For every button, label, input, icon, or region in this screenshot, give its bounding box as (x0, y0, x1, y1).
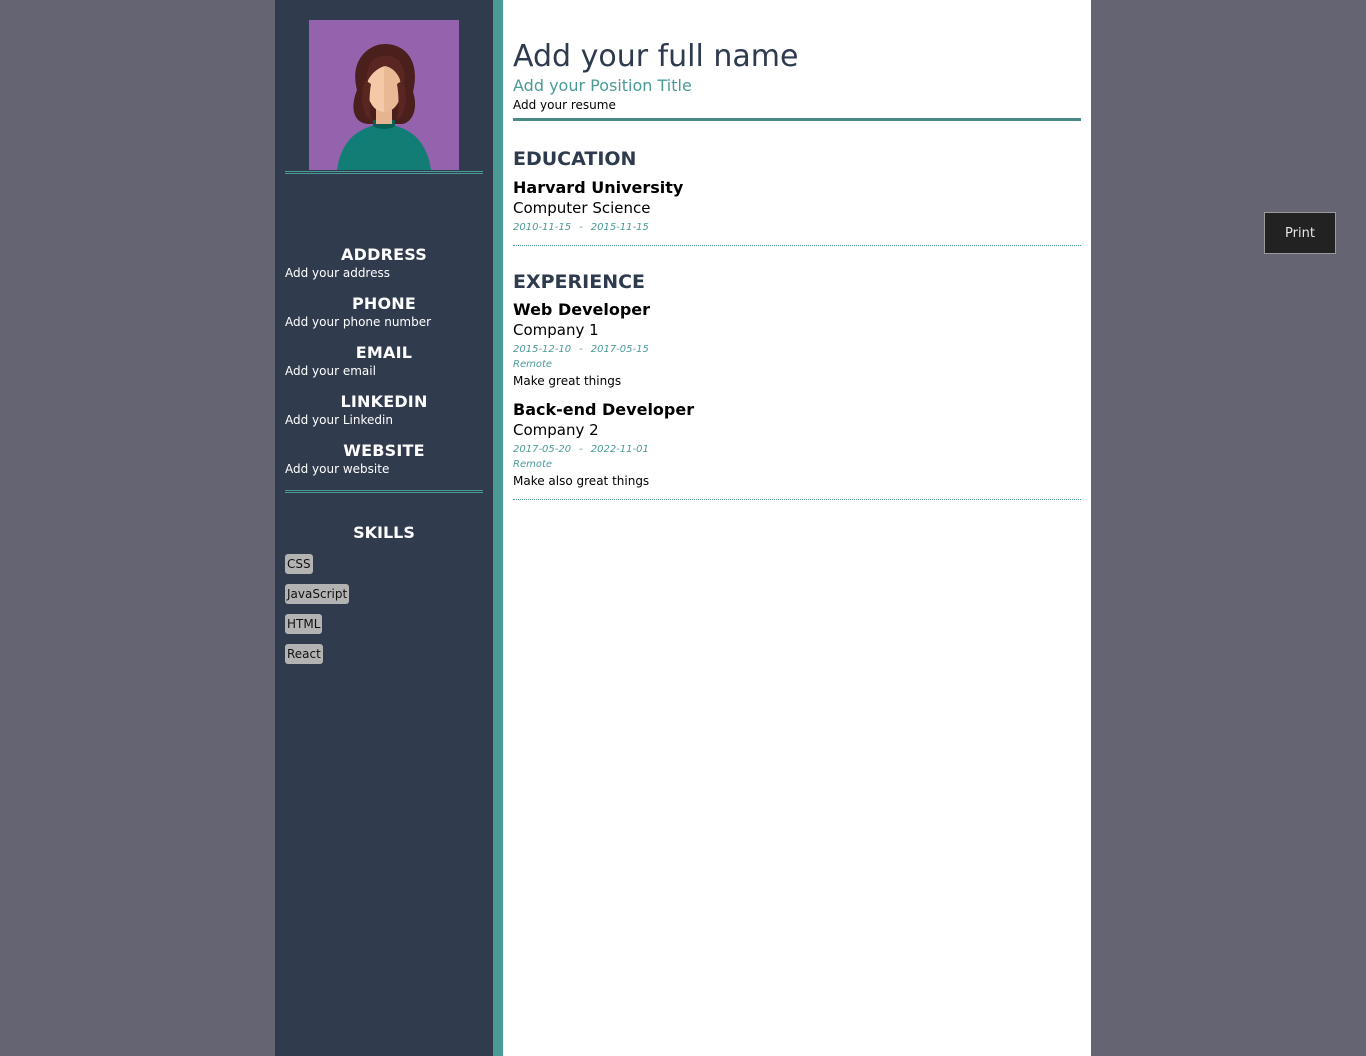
experience-dates (513, 442, 1081, 458)
job-location: Remote (513, 459, 553, 470)
address-value[interactable]: Add your address (285, 266, 390, 280)
experience-entry (513, 300, 1081, 389)
accent-stripe (493, 0, 503, 1056)
job-description[interactable]: Make great things (513, 374, 622, 388)
contact-phone (285, 295, 483, 331)
education-dates (513, 220, 1081, 236)
date-separator: - (579, 222, 583, 233)
contact-linkedin (285, 393, 483, 429)
contact-email (285, 344, 483, 380)
job-location: Remote (513, 359, 553, 370)
contact-website (285, 442, 483, 478)
start-date: 2015-12-10 (513, 344, 572, 355)
end-date: 2015-11-15 (590, 222, 649, 233)
skill-tag[interactable]: JavaScript (285, 584, 349, 604)
phone-heading: PHONE (351, 294, 417, 313)
school-name[interactable]: Harvard University (513, 178, 684, 197)
experience-divider (513, 499, 1081, 500)
position-title[interactable]: Add your Position Title (513, 76, 692, 95)
linkedin-value[interactable]: Add your Linkedin (285, 413, 393, 427)
woman-avatar-icon (309, 20, 459, 170)
education-entry (513, 178, 1081, 236)
field-of-study[interactable]: Computer Science (513, 199, 651, 217)
start-date: 2010-11-15 (513, 222, 572, 233)
main-content (503, 0, 1091, 1056)
sidebar (275, 0, 493, 1056)
date-separator: - (579, 344, 583, 355)
skill-tag[interactable]: CSS (285, 554, 313, 574)
linkedin-heading: LINKEDIN (340, 392, 428, 411)
resume-summary[interactable]: Add your resume (513, 96, 1081, 121)
email-value[interactable]: Add your email (285, 364, 376, 378)
sidebar-divider (285, 171, 483, 174)
print-button[interactable]: Print (1264, 212, 1336, 254)
website-value[interactable]: Add your website (285, 462, 390, 476)
job-role[interactable]: Web Developer (513, 300, 651, 319)
date-separator: - (579, 444, 583, 455)
end-date: 2022-11-01 (590, 444, 649, 455)
experience-dates (513, 342, 1081, 358)
resume-page (275, 0, 1091, 1056)
end-date: 2017-05-15 (590, 344, 649, 355)
company-name[interactable]: Company 2 (513, 421, 599, 439)
skills-list (285, 553, 483, 673)
skill-tag[interactable]: HTML (285, 614, 322, 634)
address-heading: ADDRESS (341, 245, 427, 264)
contact-address (285, 246, 483, 282)
experience-heading: EXPERIENCE (513, 271, 646, 293)
avatar (309, 20, 459, 170)
website-heading: WEBSITE (343, 441, 425, 460)
full-name[interactable]: Add your full name (513, 39, 799, 74)
job-role[interactable]: Back-end Developer (513, 400, 695, 419)
start-date: 2017-05-20 (513, 444, 572, 455)
skills-divider (285, 490, 483, 493)
experience-entry (513, 400, 1081, 489)
phone-value[interactable]: Add your phone number (285, 315, 432, 329)
company-name[interactable]: Company 1 (513, 321, 599, 339)
skill-tag[interactable]: React (285, 644, 323, 664)
education-heading: EDUCATION (513, 148, 637, 170)
skills-heading: SKILLS (353, 523, 415, 542)
job-description[interactable]: Make also great things (513, 474, 650, 488)
email-heading: EMAIL (355, 343, 413, 362)
education-divider (513, 245, 1081, 246)
contact-section (285, 246, 483, 478)
